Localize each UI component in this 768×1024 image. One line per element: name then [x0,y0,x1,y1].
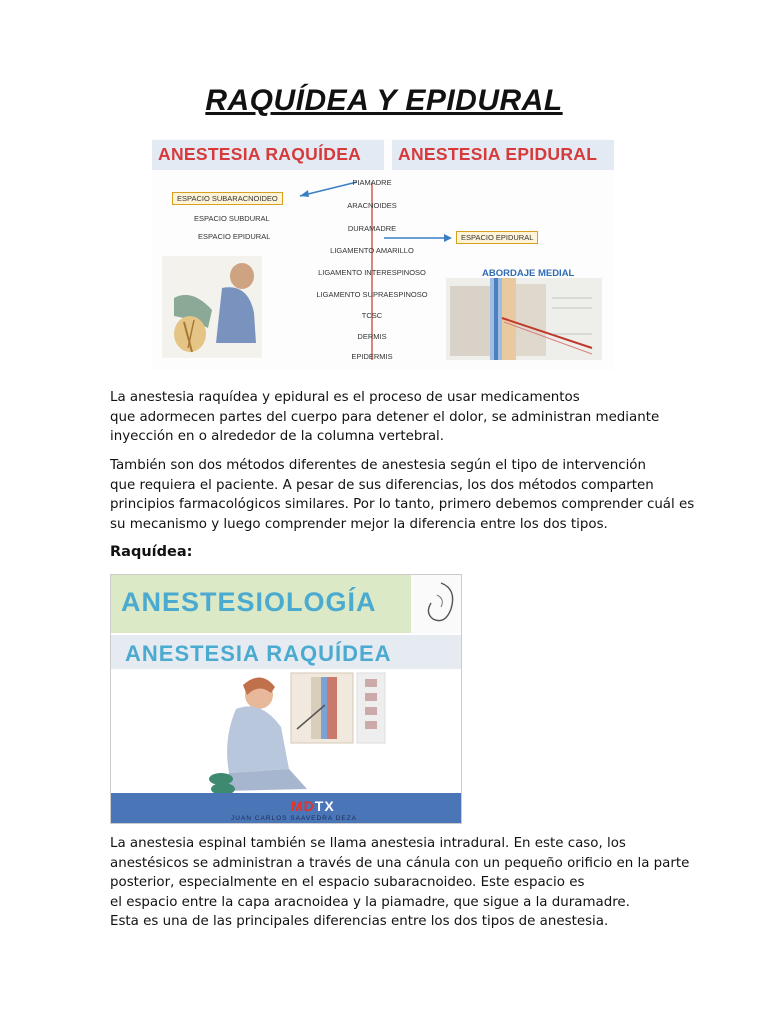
layer-label: PIAMADRE [352,178,392,187]
paragraph-line: principios farmacológicos similares. Por lo tanto, primero debemos comprender cuál es [110,497,695,512]
anesthesiology-cover-image [110,574,462,824]
paragraph-line: La anestesia raquídea y epidural es el proceso de usar medicamentos [110,390,580,405]
logo-md: MD [291,798,315,814]
epidural-space-label: ESPACIO EPIDURAL [198,232,271,241]
layer-label: LIGAMENTO INTERESPINOSO [318,268,426,277]
page-title: RAQUÍDEA Y EPIDURAL [205,84,563,117]
paragraph-line: que adormecen partes del cuerpo para detener el dolor, se administran mediante [110,409,660,425]
section-heading: Raquídea: [110,544,193,560]
logo-tx: TX [314,798,335,814]
paragraph-line: inyección en o alrededor de la columna vertebral. [110,429,445,444]
epidural-space-box: ESPACIO EPIDURAL [456,231,538,244]
layer-label: LIGAMENTO SUPRAESPINOSO [316,290,428,299]
mdtx-logo [291,798,335,814]
author-credit: JUAN CARLOS SAAVEDRA DEZA [231,815,358,822]
layer-label: DURAMADRE [347,224,397,233]
paragraph-line: anestésicos se administran a través de una cánula con un pequeño orificio en la parte [110,855,690,871]
paragraph-intro [110,388,670,447]
ear-sketch-icon [411,575,461,633]
medial-approach-caption: ABORDAJE MEDIAL [482,268,575,279]
layer-label: EPIDERMIS [351,352,393,361]
layer-label: TCSC [361,311,383,320]
spinal-puncture-illustration [111,669,462,799]
paragraph-line: También son dos métodos diferentes de anestesia según el tipo de intervención [110,458,646,473]
paragraph-line: su mecanismo y luego comprender mejor la diferencia entre los dos tipos. [110,516,608,532]
layer-label: DERMIS [357,332,387,341]
subdural-space-label: ESPACIO SUBDURAL [194,214,270,223]
spinal-epidural-diagram [152,138,614,370]
paragraph-line: que requiera el paciente. A pesar de sus diferencias, los dos métodos comparten [110,477,654,493]
paragraph-line: La anestesia espinal también se llama anestesia intradural. En este caso, los [110,836,626,851]
layer-label: LIGAMENTO AMARILLO [330,246,414,255]
patient-illustration [162,256,262,358]
paragraph-line: el espacio entre la capa aracnoidea y la piamadre, que sigue a la duramadre. [110,894,630,910]
cover-subtitle: ANESTESIA RAQUÍDEA [125,641,392,666]
paragraph-line: posterior, especialmente en el espacio subaracnoideo. Este espacio es [110,875,585,890]
subarachnoid-space-label: ESPACIO SUBARACNOIDEO [172,192,283,205]
paragraph-line: Esta es una de las principales diferencias entre los dos tipos de anestesia. [110,914,609,929]
right-heading: ANESTESIA EPIDURAL [398,144,598,164]
cover-title: ANESTESIOLOGÍA [121,587,377,617]
spine-cross-section [446,278,602,360]
paragraph-spinal [110,834,690,932]
layer-label: ARACNOIDES [347,201,397,210]
left-heading: ANESTESIA RAQUÍDEA [158,144,362,164]
paragraph-differences [110,456,695,534]
